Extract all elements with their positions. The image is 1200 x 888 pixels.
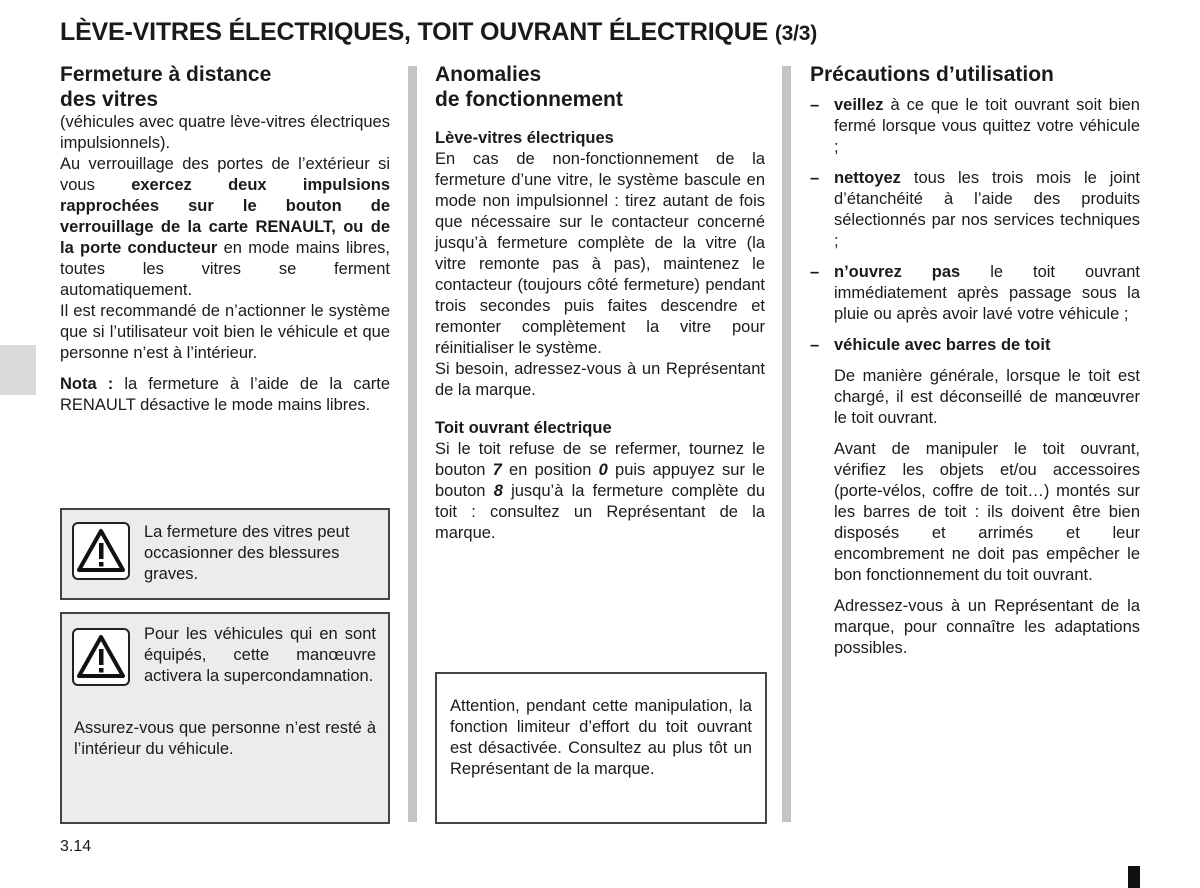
paragraph: Avant de manipuler le toit ouvrant, vérifiez les objets et/ou accessoires (porte-vélos, coffre de toit…) montés sur les barres de toit : ils doivent être bien disposés et arrimés et leur encombrement ne doit pas empêcher le bon fonctionnement du toit ouvrant. (834, 440, 1140, 584)
info-text: Attention, pendant cette manipulation, la fonction limiteur d’effort du toit ouvrant est désactivée. Consultez au plus tôt un Représentant de la marque. (450, 697, 752, 778)
section-heading: Fermeture à distance des vitres (60, 63, 272, 111)
column-divider (782, 66, 791, 822)
column-precautions (810, 62, 1140, 659)
list-item: – nettoyez tous les trois mois le joint d’étanchéité à l’aide des produits sélectionnés par nos services techniques ; (810, 169, 1140, 250)
paragraph: Adressez-vous à un Représentant de la marque, pour connaître les adaptations possibles. (834, 597, 1140, 657)
page-edge-marker (1128, 866, 1140, 888)
warning-text: La fermeture des vitres peut occasionner des blessures graves. (144, 523, 350, 583)
subheading: Toit ouvrant électrique (435, 419, 612, 437)
note-paragraph: Nota : la fermeture à l’aide de la carte RENAULT désactive le mode mains libres. (60, 375, 390, 414)
title-main: LÈVE-VITRES ÉLECTRIQUES, TOIT OUVRANT ÉLECTRIQUE (60, 18, 769, 46)
warning-box (60, 612, 390, 824)
chapter-tab (0, 345, 36, 395)
page-number: 3.14 (60, 838, 92, 855)
page-title (60, 18, 817, 47)
warning-triangle-icon (72, 628, 130, 686)
column-remote-closing (60, 62, 390, 416)
list-item: – véhicule avec barres de toit (810, 336, 1051, 354)
paragraph: (véhicules avec quatre lève-vitres électriques impulsionnels). (60, 113, 390, 152)
warning-triangle-icon (72, 522, 130, 580)
section-heading: Précautions d’utilisation (810, 63, 1054, 86)
section-heading: Anomalies de fonctionnement (435, 63, 623, 111)
warning-box (60, 508, 390, 600)
paragraph: En cas de non-fonctionnement de la fermeture d’une vitre, le système bascule en mode non impulsionnel : tirez autant de fois que nécessaire sur le contacteur concerné jusqu’à fermeture complète de la vitre (la vitre remonte pas à pas), maintenez le contacteur (toujours côté fermeture) pendant trois secondes puis faites descendre et remonter complètement la vitre pour réinitialiser le système. (435, 150, 765, 357)
list-item: – n’ouvrez pas le toit ouvrant immédiatement après passage sous la pluie ou après avoir lavé votre véhicule ; (810, 263, 1140, 323)
column-malfunctions (435, 62, 765, 544)
warning-text: Pour les véhicules qui en sont équipés, cette manœuvre activera la supercondamnation. (144, 625, 376, 685)
warning-text: Assurez-vous que personne n’est resté à l’intérieur du véhicule. (74, 719, 376, 758)
paragraph: Si le toit refuse de se refermer, tournez le bouton 7 en position 0 puis appuyez sur le bouton 8 jusqu’à la fermeture complète du toit : consultez un Représentant de la marque. (435, 440, 765, 542)
title-part: (3/3) (774, 22, 817, 45)
paragraph: Il est recommandé de n’actionner le système que si l’utilisateur voit bien le véhicule et que personne n’est à l’intérieur. (60, 302, 390, 362)
info-box (435, 672, 767, 824)
paragraph: Au verrouillage des portes de l’extérieur si vous exercez deux impulsions rapprochées sur le bouton de verrouillage de la carte RENAULT, ou de la porte conducteur en mode mains libres, toutes les vitres se ferment automatiquement. (60, 155, 391, 299)
paragraph: Si besoin, adressez-vous à un Représentant de la marque. (435, 360, 765, 399)
column-divider (408, 66, 417, 822)
subheading: Lève-vitres électriques (435, 129, 614, 147)
paragraph: De manière générale, lorsque le toit est chargé, il est déconseillé de manœuvrer le toit ouvrant. (834, 367, 1140, 427)
list-item: – veillez à ce que le toit ouvrant soit bien fermé lorsque vous quittez votre véhicule ; (810, 96, 1140, 156)
